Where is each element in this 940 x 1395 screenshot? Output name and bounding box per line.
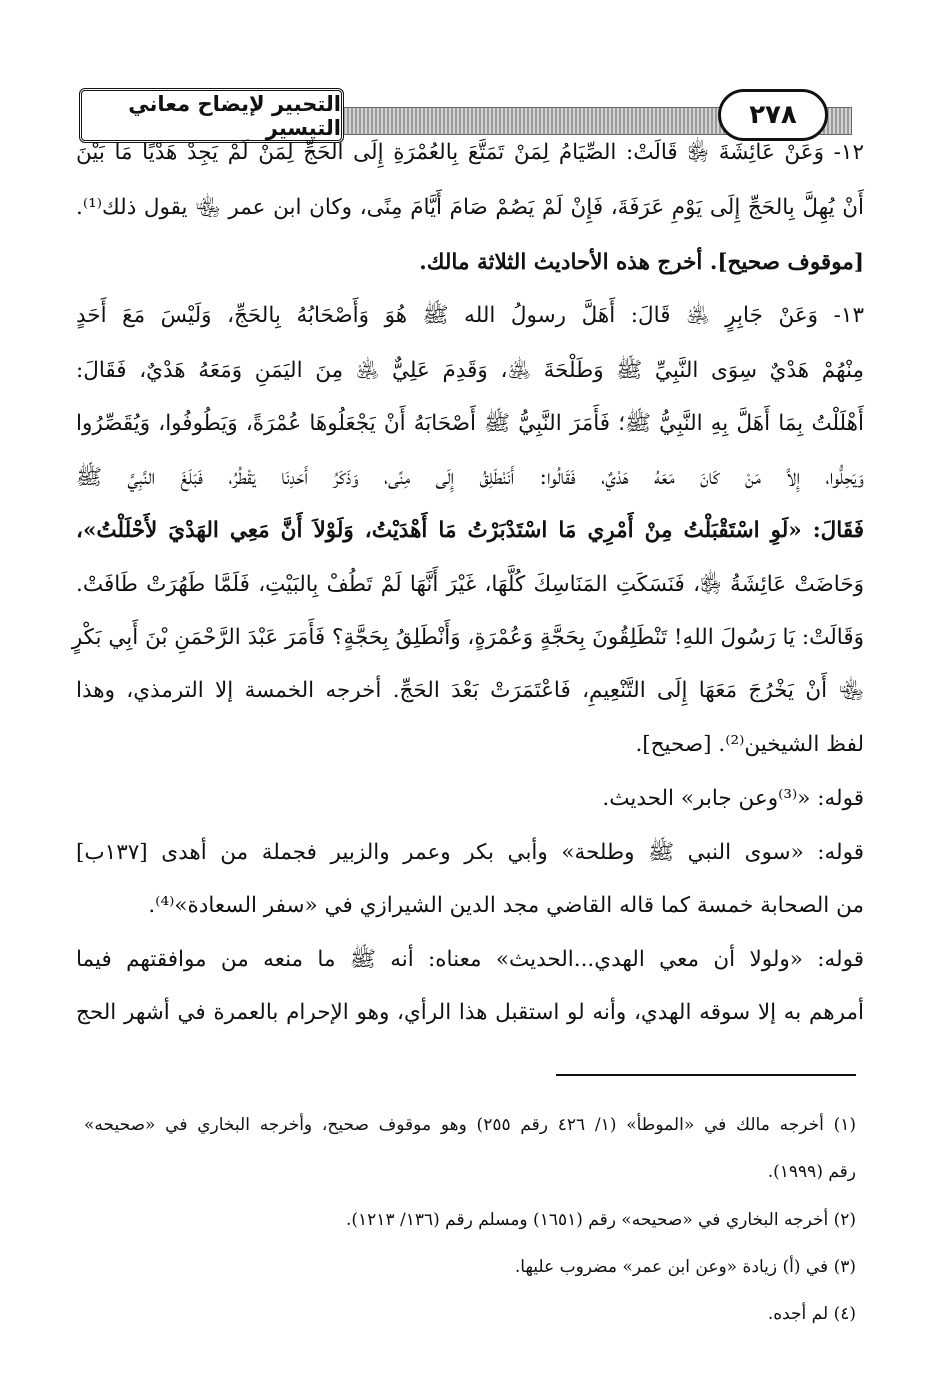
body-line: لفظ الشيخين⁽²⁾. [صحيح]. [635,732,864,757]
body-line: أَنْ يُهِلَّ بِالحَجِّ إِلَى يَوْمِ عَرَفَةَ، فَإِنْ لَمْ يَصُمْ صَامَ أَيَّامَ مِنًى، وكان ابن عمر ﵄ يقول ذلك⁽¹⁾. [76,195,864,220]
body-line: قوله: «سوى النبي ﷺ وطلحة» وأبي بكر وعمر والزبير فجملة من أهدى [١٣٧ب] [76,840,864,865]
body-line: أمرهم به إلا سوقه الهدي، وأنه لو استقبل هذا الرأي، وهو الإحرام بالعمرة في أشهر الحج [76,1000,864,1025]
body-line: ١٢- وَعَنْ عَائِشَةَ ﵂ قَالَتْ: الصِّيَامُ لِمَنْ تَمَتَّعَ بِالعُمْرَةِ إِلَى الحَجِّ لِمَنْ لَمْ يَجِدْ هَدْيًا مَا بَيْنَ [76,140,864,165]
footnote-line: (٢) أخرجه البخاري في «صحيحه» رقم (١٦٥١) ومسلم رقم (١٣٦/ ١٢١٣). [346,1210,856,1230]
footnote-line: (٤) لم أجده. [767,1304,856,1324]
body-line: وَيَحِلُّوا، إِلاَّ مَنْ كَانَ مَعَهُ هَدْيٌ، فَقَالُوا: أَنَنْطَلِقُ إِلَى مِنًى، وَذَكَرُ أَحَدِنَا يَقْطُرُ، فَبَلَغَ النَّبِيَّ ﷺ [76,465,864,490]
footnote-line: (٣) في (أ) زيادة «وعن ابن عمر» مضروب عليها. [514,1257,856,1277]
footnote-separator [556,1074,856,1076]
body-line: ﵄ أَنْ يَخْرُجَ مَعَهَا إِلَى التَّنْعِيمِ، فَاعْتَمَرَتْ بَعْدَ الحَجِّ. أخرجه الخمسة إلا الترمذي، وهذا [76,678,864,703]
body-line: قوله: «⁽³⁾وعن جابر» الحديث. [602,786,864,811]
footnote-line: (١) أخرجه مالك في «الموطأ» (١/ ٤٢٦ رقم ٢٥٥) وهو موقوف صحيح، وأخرجه البخاري في «صحيحه» [84,1115,856,1135]
body-line: وَقَالَتْ: يَا رَسُولَ اللهِ! تَنْطَلِقُونَ بِحَجَّةٍ وَعُمْرَةٍ، وَأَنْطَلِقُ بِحَجَّةٍ؟ فَأَمَرَ عَبْدَ الرَّحْمَنِ بْنَ أَبِي بَكْرٍ [71,625,864,650]
body-line: وَحَاضَتْ عَائِشَةُ ﵂، فَنَسَكَتِ المَنَاسِكَ كُلَّهَا، غَيْرَ أَنَّهَا لَمْ تَطُفْ بِالبَيْتِ، فَلَمَّا طَهُرَتْ طَافَتْ. [76,572,864,597]
body-line: مِنْهُمْ هَدْيٌ سِوَى النَّبِيِّ ﷺ وَطَلْحَةَ ﵁، وَقَدِمَ عَلِيٌّ ﵁ مِنَ اليَمَنِ وَمَعَهُ هَدْيٌ، فَقَالَ: [76,358,864,383]
body-line: من الصحابة خمسة كما قاله القاضي مجد الدين الشيرازي في «سفر السعادة»⁽⁴⁾. [148,893,864,918]
body-line: ١٣- وَعَنْ جَابِرٍ ﵁ قَالَ: أَهَلَّ رسولُ الله ﷺ هُوَ وَأَصْحَابُهُ بِالحَجِّ، وَلَيْسَ مَعَ أَحَدٍ [76,303,864,328]
book-title: التحبير لإيضاح معاني التيسير [79,88,344,143]
body-line: قوله: «ولولا أن معي الهدي...الحديث» معناه: أنه ﷺ ما منعه من موافقتهم فيما [76,947,864,972]
page-number: ٢٧٨ [718,89,828,141]
footnote-line: رقم (١٩٩٩). [767,1162,856,1182]
body-line: [موقوف صحيح]. أخرج هذه الأحاديث الثلاثة مالك. [419,250,864,275]
body-line: فَقَالَ: «لَوِ اسْتَقْبَلْتُ مِنْ أَمْرِي مَا اسْتَدْبَرْتُ مَا أَهْدَيْتُ، وَلَوْلاَ أَنَّ مَعِي الهَدْيَ لأَحْلَلْتُ»، [76,518,864,543]
body-line: أَهْلَلْتُ بِمَا أَهَلَّ بِهِ النَّبِيُّ ﷺ؛ فَأَمَرَ النَّبِيُّ ﷺ أَصْحَابَهُ أَنْ يَجْعَلُوهَا عُمْرَةً، وَيَطُوفُوا، وَيُقَصِّرُوا [76,411,864,436]
